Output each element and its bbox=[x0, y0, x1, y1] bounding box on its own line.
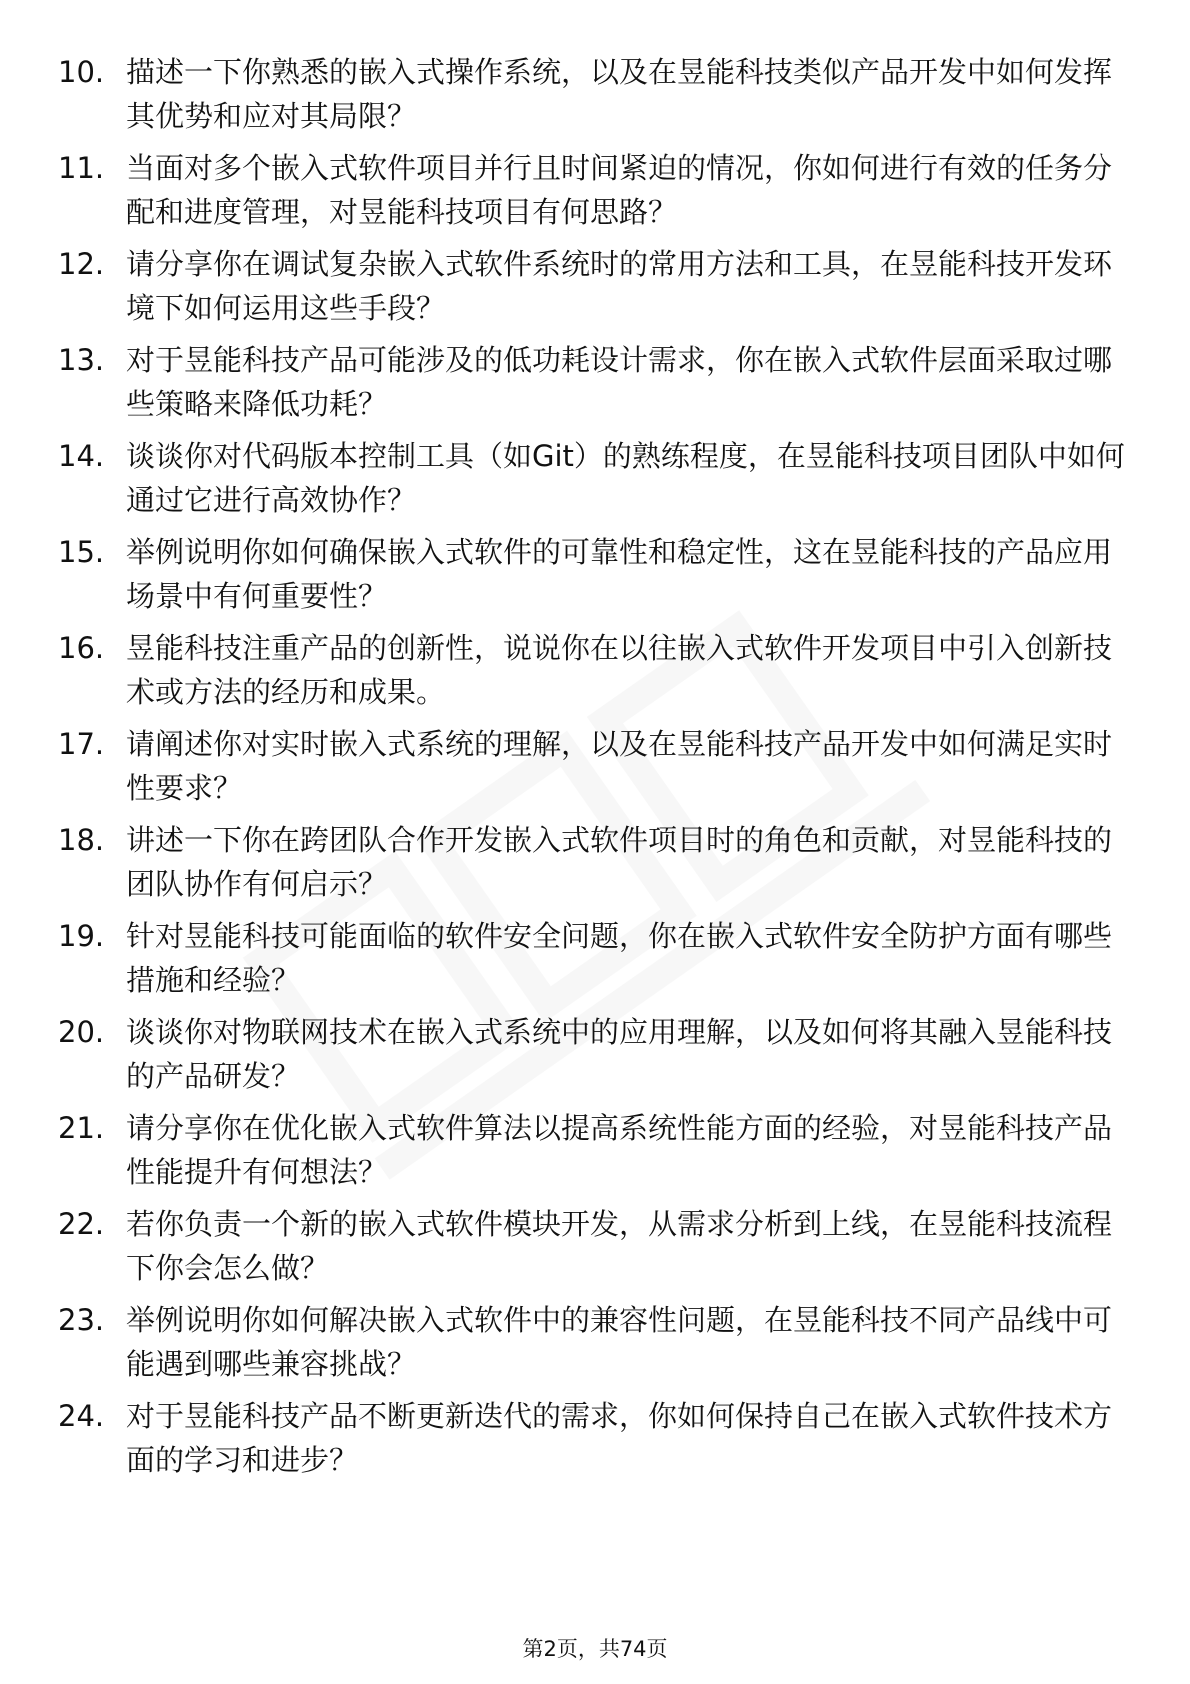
question-number: 16. bbox=[58, 631, 105, 665]
question-text: 讲述一下你在跨团队合作开发嵌入式软件项目时的角色和贡献，对昱能科技的团队协作有何启示？ bbox=[126, 823, 1113, 901]
question-item bbox=[0, 1202, 1190, 1292]
question-item bbox=[0, 338, 1190, 428]
question-text: 举例说明你如何确保嵌入式软件的可靠性和稳定性，这在昱能科技的产品应用场景中有何重要性？ bbox=[126, 535, 1113, 613]
question-item bbox=[0, 434, 1190, 524]
page-footer: 第2页，共74页 bbox=[522, 1637, 668, 1661]
question-item bbox=[0, 1394, 1190, 1484]
question-number: 13. bbox=[58, 343, 105, 377]
question-item bbox=[0, 530, 1190, 620]
question-item bbox=[0, 1010, 1190, 1100]
question-item bbox=[0, 722, 1190, 812]
question-text: 谈谈你对代码版本控制工具（如Git）的熟练程度，在昱能科技项目团队中如何通过它进行高效协作？ bbox=[126, 439, 1125, 517]
question-number: 19. bbox=[58, 919, 105, 953]
question-number: 23. bbox=[58, 1303, 105, 1337]
question-text: 对于昱能科技产品不断更新迭代的需求，你如何保持自己在嵌入式软件技术方面的学习和进步？ bbox=[126, 1399, 1113, 1477]
question-item bbox=[0, 50, 1190, 140]
question-number: 11. bbox=[58, 151, 105, 185]
question-item bbox=[0, 1298, 1190, 1388]
question-item bbox=[0, 818, 1190, 908]
question-text: 对于昱能科技产品可能涉及的低功耗设计需求，你在嵌入式软件层面采取过哪些策略来降低功耗？ bbox=[126, 343, 1113, 421]
question-text: 请阐述你对实时嵌入式系统的理解，以及在昱能科技产品开发中如何满足实时性要求？ bbox=[126, 727, 1113, 805]
question-text: 举例说明你如何解决嵌入式软件中的兼容性问题，在昱能科技不同产品线中可能遇到哪些兼容挑战？ bbox=[126, 1303, 1113, 1381]
question-text: 若你负责一个新的嵌入式软件模块开发，从需求分析到上线，在昱能科技流程下你会怎么做？ bbox=[126, 1207, 1113, 1285]
question-item bbox=[0, 914, 1190, 1004]
question-text: 请分享你在调试复杂嵌入式软件系统时的常用方法和工具，在昱能科技开发环境下如何运用这些手段？ bbox=[126, 247, 1113, 325]
question-number: 18. bbox=[58, 823, 105, 857]
question-number: 22. bbox=[58, 1207, 105, 1241]
question-item bbox=[0, 146, 1190, 236]
question-text: 昱能科技注重产品的创新性，说说你在以往嵌入式软件开发项目中引入创新技术或方法的经历和成果。 bbox=[126, 631, 1113, 709]
question-item bbox=[0, 626, 1190, 716]
question-number: 12. bbox=[58, 247, 105, 281]
question-number: 10. bbox=[58, 55, 105, 89]
question-text: 描述一下你熟悉的嵌入式操作系统，以及在昱能科技类似产品开发中如何发挥其优势和应对其局限？ bbox=[126, 55, 1113, 133]
question-text: 谈谈你对物联网技术在嵌入式系统中的应用理解，以及如何将其融入昱能科技的产品研发？ bbox=[126, 1015, 1113, 1093]
question-text: 请分享你在优化嵌入式软件算法以提高系统性能方面的经验，对昱能科技产品性能提升有何想法？ bbox=[126, 1111, 1113, 1189]
question-item bbox=[0, 1106, 1190, 1196]
question-text: 针对昱能科技可能面临的软件安全问题，你在嵌入式软件安全防护方面有哪些措施和经验？ bbox=[126, 919, 1113, 997]
question-number: 17. bbox=[58, 727, 105, 761]
question-number: 21. bbox=[58, 1111, 105, 1145]
question-number: 15. bbox=[58, 535, 105, 569]
question-item bbox=[0, 242, 1190, 332]
question-number: 20. bbox=[58, 1015, 105, 1049]
question-number: 24. bbox=[58, 1399, 105, 1433]
question-text: 当面对多个嵌入式软件项目并行且时间紧迫的情况，你如何进行有效的任务分配和进度管理，对昱能科技项目有何思路？ bbox=[126, 151, 1113, 229]
question-number: 14. bbox=[58, 439, 105, 473]
